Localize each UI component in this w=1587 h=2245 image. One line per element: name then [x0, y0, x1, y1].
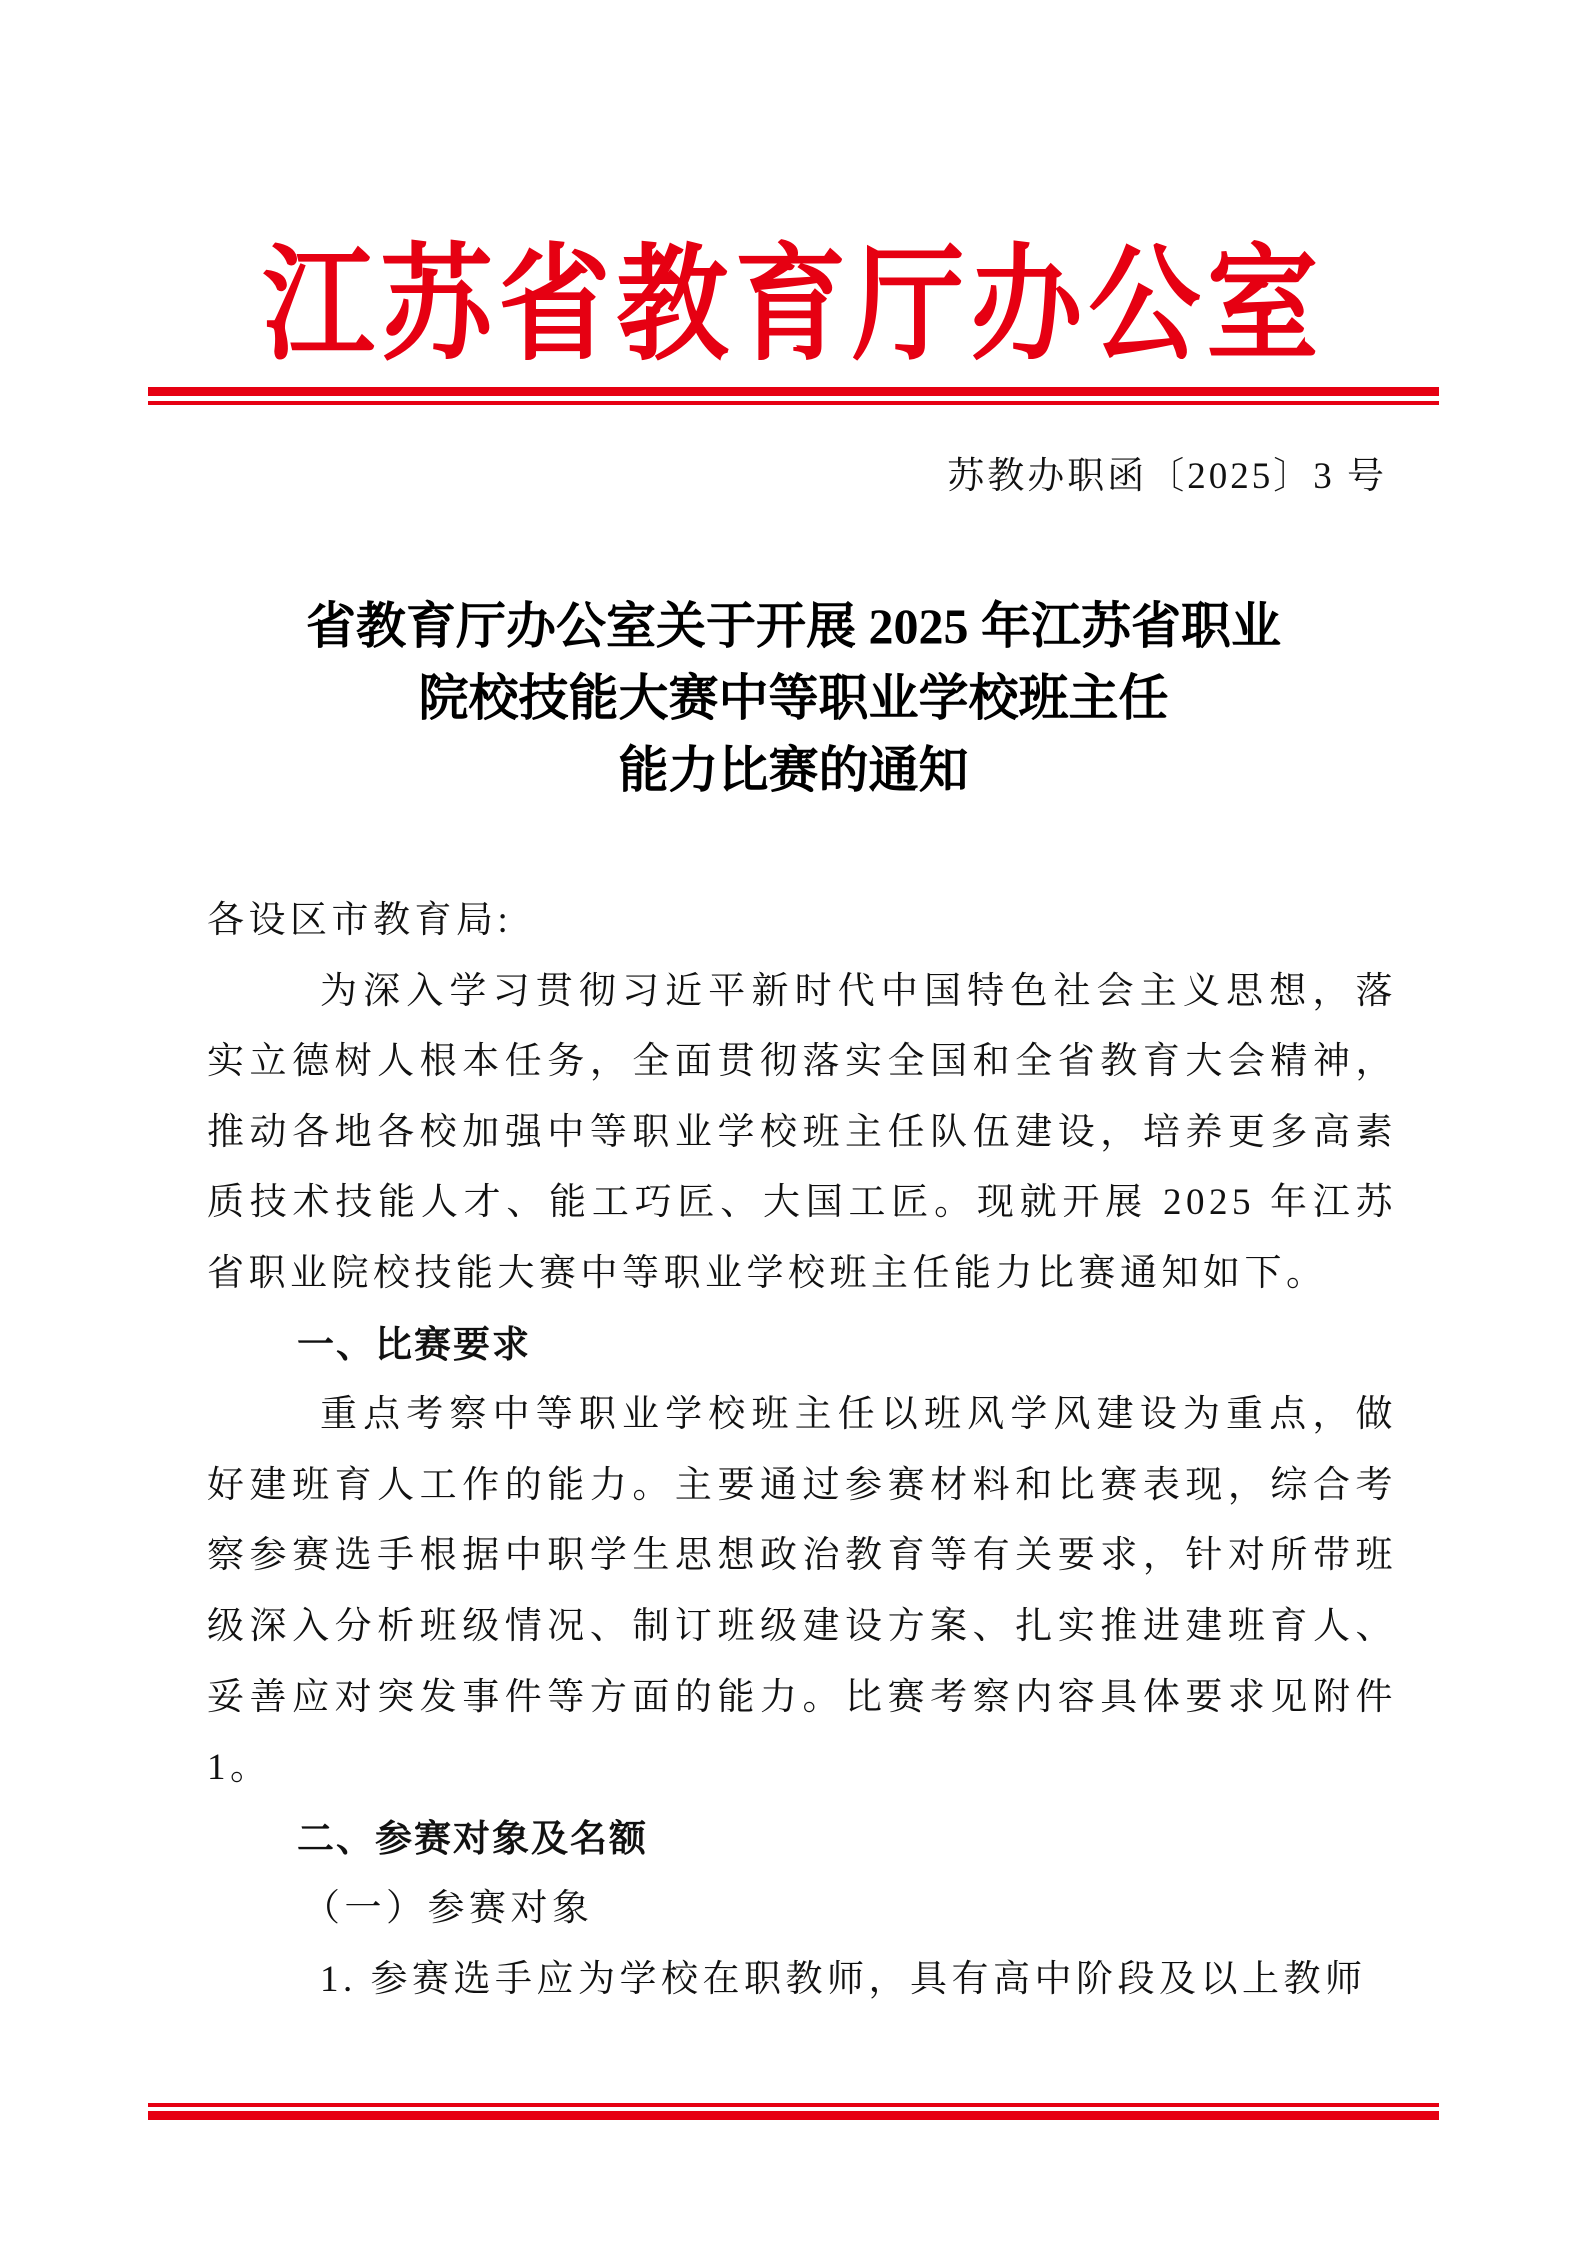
letterhead-title: 江苏省教育厅办公室 — [262, 231, 1325, 378]
title-line-1: 省教育厅办公室关于开展 2025 年江苏省职业 — [306, 598, 1281, 654]
footer-rule-thin — [148, 2103, 1439, 2107]
document-title — [148, 590, 1439, 806]
section-heading-requirements: 一、比赛要求 — [297, 1322, 531, 1366]
title-line-2: 院校技能大赛中等职业学校班主任 — [418, 670, 1169, 726]
footer-rule-thick — [148, 2111, 1439, 2120]
letterhead-rule-thick — [148, 387, 1439, 396]
section-heading-participants: 二、参赛对象及名额 — [297, 1816, 648, 1860]
title-line-3: 能力比赛的通知 — [618, 742, 969, 798]
intro-paragraph: 为深入学习贯彻习近平新时代中国特色社会主义思想，落实立德树人根本任务，全面贯彻落实全国和全省教育大会精神，推动各地各校加强中等职业学校班主任队伍建设，培养更多高素质技术技能人才、能工巧匠、大国工匠。现就开展 2025 年江苏省职业院校技能大赛中等职业学校班主任能力比赛通知如下。 — [207, 970, 1397, 1294]
subsection-heading-participants: （一）参赛对象 — [303, 1888, 594, 1930]
salutation: 各设区市教育局: — [207, 900, 513, 941]
letterhead-rule-thin — [148, 401, 1439, 405]
document-body — [207, 886, 1397, 2016]
participant-item-1: 1. 参赛选手应为学校在职教师，具有高中阶段及以上教师 — [320, 1958, 1367, 2000]
document-number: 苏教办职函〔2025〕3 号 — [947, 456, 1387, 497]
requirements-paragraph: 重点考察中等职业学校班主任以班风学风建设为重点，做好建班育人工作的能力。主要通过参赛材料和比赛表现，综合考察参赛选手根据中职学生思想政治教育等有关要求，针对所带班级深入分析班级情况、制订班级建设方案、扎实推进建班育人、妥善应对突发事件等方面的能力。比赛考察内容具体要求见附件 1。 — [207, 1394, 1397, 1789]
